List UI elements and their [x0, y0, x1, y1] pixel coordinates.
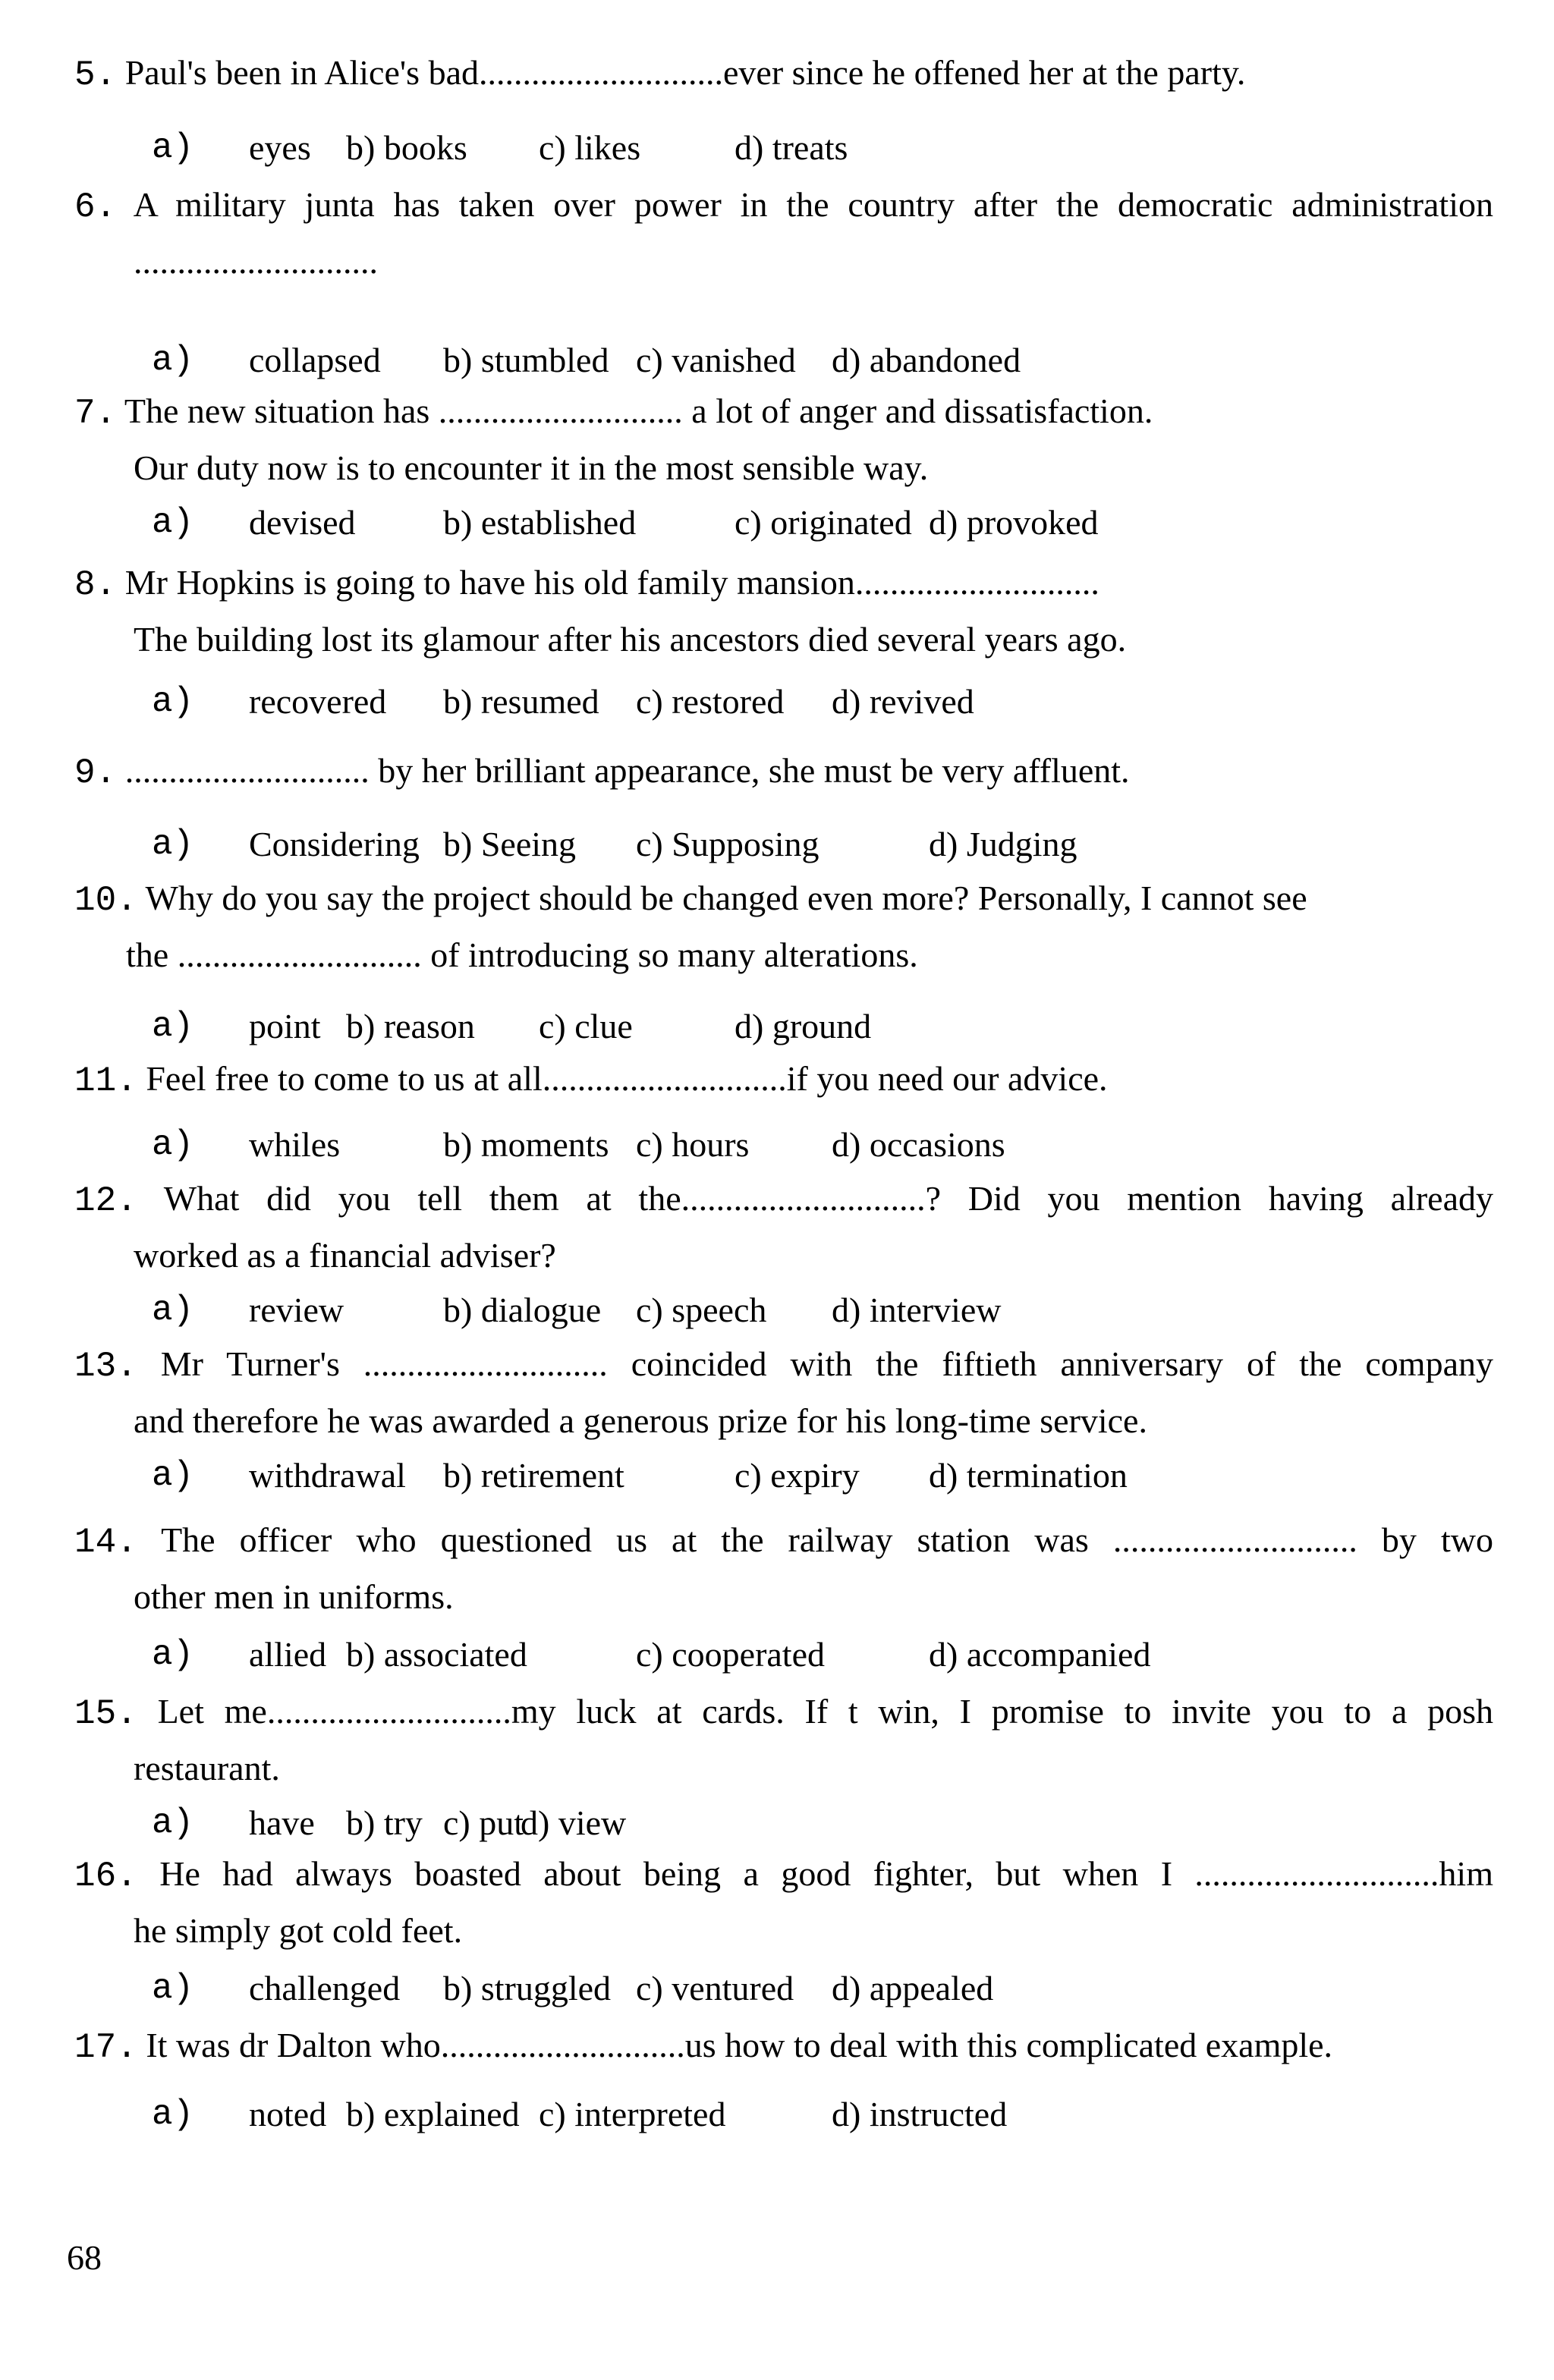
- option-b: b) Seeing: [443, 825, 577, 863]
- option-label: a): [152, 1456, 194, 1495]
- answer-options: [74, 1627, 1493, 1682]
- question-7: [74, 384, 1493, 550]
- question-number: 17.: [74, 2028, 137, 2067]
- question-number: 13.: [74, 1347, 137, 1386]
- option-c: c) put: [443, 1803, 524, 1842]
- question-text-continued: ............................: [134, 242, 378, 281]
- option-a: collapsed: [249, 341, 381, 379]
- question-number: 5.: [74, 55, 117, 95]
- option-a: challenged: [249, 1969, 401, 2007]
- option-a: recovered: [249, 682, 387, 721]
- option-c: c) speech: [636, 1291, 767, 1329]
- option-c: c) ventured: [636, 1969, 794, 2007]
- question-text-continued: the ............................ of introducing so many alterations.: [126, 935, 918, 974]
- answer-options: [74, 1796, 1493, 1850]
- option-d: d) ground: [735, 1007, 872, 1045]
- question-17: [74, 2018, 1493, 2142]
- answer-options: [74, 674, 1493, 729]
- option-c: c) likes: [539, 128, 641, 167]
- option-label: a): [152, 825, 194, 864]
- question-16: [74, 1847, 1493, 2016]
- question-text: What did you tell them at the............................? Did you mention having already: [163, 1179, 1494, 1218]
- option-a: point: [249, 1007, 321, 1045]
- question-number: 15.: [74, 1694, 137, 1734]
- option-label: a): [152, 1635, 194, 1674]
- option-c: c) vanished: [636, 341, 796, 379]
- question-11: [74, 1052, 1493, 1172]
- question-8: [74, 555, 1493, 729]
- option-d: d) abandoned: [832, 341, 1021, 379]
- answer-options: [74, 121, 1493, 175]
- option-label: a): [152, 1803, 194, 1843]
- option-d: d) termination: [929, 1456, 1128, 1495]
- question-number: 8.: [74, 565, 117, 605]
- question-number: 11.: [74, 1061, 137, 1101]
- option-label: a): [152, 1969, 194, 2008]
- question-number: 12.: [74, 1181, 137, 1221]
- answer-options: [74, 2087, 1493, 2142]
- question-15: [74, 1684, 1493, 1850]
- question-text-continued: and therefore he was awarded a generous prize for his long-time service.: [134, 1401, 1147, 1440]
- question-text: Feel free to come to us at all............................if you need our advice.: [146, 1059, 1108, 1098]
- answer-options: [74, 1961, 1493, 2016]
- question-number: 9.: [74, 753, 117, 793]
- question-12: [74, 1171, 1493, 1338]
- option-c: c) restored: [636, 682, 785, 721]
- option-a: allied: [249, 1635, 327, 1674]
- option-d: d) interview: [832, 1291, 1002, 1329]
- option-a: whiles: [249, 1125, 341, 1164]
- option-c: c) interpreted: [539, 2095, 726, 2133]
- question-text: Paul's been in Alice's bad............................ever since he offened her at the party.: [124, 53, 1246, 92]
- answer-options: [74, 999, 1493, 1054]
- option-d: d) occasions: [832, 1125, 1005, 1164]
- option-a: eyes: [249, 128, 311, 167]
- question-text-continued: he simply got cold feet.: [134, 1911, 463, 1950]
- question-9: [74, 744, 1493, 872]
- option-c: c) expiry: [735, 1456, 860, 1495]
- question-14: [74, 1513, 1493, 1682]
- option-d: d) instructed: [832, 2095, 1008, 2133]
- page-number: 68: [67, 2238, 102, 2277]
- option-b: b) associated: [346, 1635, 527, 1674]
- option-d: d) treats: [735, 128, 848, 167]
- question-text-continued: Our duty now is to encounter it in the most sensible way.: [134, 448, 929, 487]
- option-label: a): [152, 341, 194, 380]
- answer-options: [74, 1283, 1493, 1338]
- option-b: b) reason: [346, 1007, 475, 1045]
- question-10: [74, 871, 1493, 1054]
- question-text: He had always boasted about being a good fighter, but when I ............................him: [159, 1854, 1493, 1893]
- option-b: b) try: [346, 1803, 423, 1842]
- option-b: b) established: [443, 503, 637, 542]
- option-b: b) moments: [443, 1125, 609, 1164]
- option-b: b) retirement: [443, 1456, 624, 1495]
- option-label: a): [152, 128, 194, 168]
- question-text-continued: restaurant.: [134, 1749, 280, 1787]
- question-number: 6.: [74, 187, 117, 227]
- option-a: Considering: [249, 825, 420, 863]
- question-number: 14.: [74, 1523, 137, 1562]
- question-13: [74, 1337, 1493, 1503]
- option-label: a): [152, 682, 194, 722]
- question-text: Why do you say the project should be changed even more? Personally, I cannot see: [145, 879, 1307, 917]
- answer-options: [74, 817, 1493, 872]
- question-text: ............................ by her brilliant appearance, she must be very affluent.: [124, 751, 1130, 790]
- option-c: c) clue: [539, 1007, 633, 1045]
- question-number: 7.: [74, 394, 117, 433]
- option-d: d) accompanied: [929, 1635, 1151, 1674]
- answer-options: [74, 495, 1493, 550]
- option-d: d) revived: [832, 682, 974, 721]
- question-text: The new situation has ............................ a lot of anger and dissatisfaction.: [124, 391, 1153, 430]
- question-text: Mr Turner's ............................ coincided with the fiftieth anniversary of the company: [160, 1344, 1494, 1383]
- option-a: have: [249, 1803, 315, 1842]
- option-b: b) struggled: [443, 1969, 612, 2007]
- question-text-continued: worked as a financial adviser?: [134, 1236, 556, 1275]
- option-label: a): [152, 1007, 194, 1046]
- question-text: It was dr Dalton who............................us how to deal with this complicated example.: [146, 2026, 1333, 2064]
- answer-options: [74, 333, 1493, 388]
- option-b: b) dialogue: [443, 1291, 602, 1329]
- option-d: d) appealed: [832, 1969, 994, 2007]
- answer-options: [74, 1118, 1493, 1172]
- question-text: A military junta has taken over power in the country after the democratic administration: [133, 185, 1493, 224]
- option-a: review: [249, 1291, 344, 1329]
- question-5: [74, 46, 1493, 175]
- question-number: 16.: [74, 1857, 137, 1896]
- option-a: noted: [249, 2095, 327, 2133]
- option-label: a): [152, 1291, 194, 1330]
- option-c: c) originated: [735, 503, 912, 542]
- option-label: a): [152, 1125, 194, 1165]
- option-d: d) Judging: [929, 825, 1077, 863]
- option-label: a): [152, 503, 194, 542]
- option-b: b) books: [346, 128, 467, 167]
- question-number: 10.: [74, 881, 137, 920]
- question-text: Let me............................my luck at cards. If t win, I promise to invite you to a posh: [157, 1692, 1494, 1731]
- option-a: withdrawal: [249, 1456, 406, 1495]
- option-b: b) stumbled: [443, 341, 609, 379]
- option-a: devised: [249, 503, 356, 542]
- option-d: d) view: [521, 1803, 627, 1842]
- option-label: a): [152, 2095, 194, 2134]
- question-text-continued: The building lost its glamour after his ancestors died several years ago.: [134, 620, 1127, 659]
- question-text: Mr Hopkins is going to have his old family mansion............................: [124, 563, 1099, 602]
- option-c: c) cooperated: [636, 1635, 826, 1674]
- option-c: c) hours: [636, 1125, 750, 1164]
- question-6: [74, 178, 1493, 388]
- option-c: c) Supposing: [636, 825, 819, 863]
- question-text-continued: other men in uniforms.: [134, 1577, 454, 1616]
- question-text: The officer who questioned us at the railway station was ............................ by two: [161, 1520, 1493, 1559]
- option-b: b) resumed: [443, 682, 599, 721]
- option-d: d) provoked: [929, 503, 1099, 542]
- option-b: b) explained: [346, 2095, 520, 2133]
- answer-options: [74, 1448, 1493, 1503]
